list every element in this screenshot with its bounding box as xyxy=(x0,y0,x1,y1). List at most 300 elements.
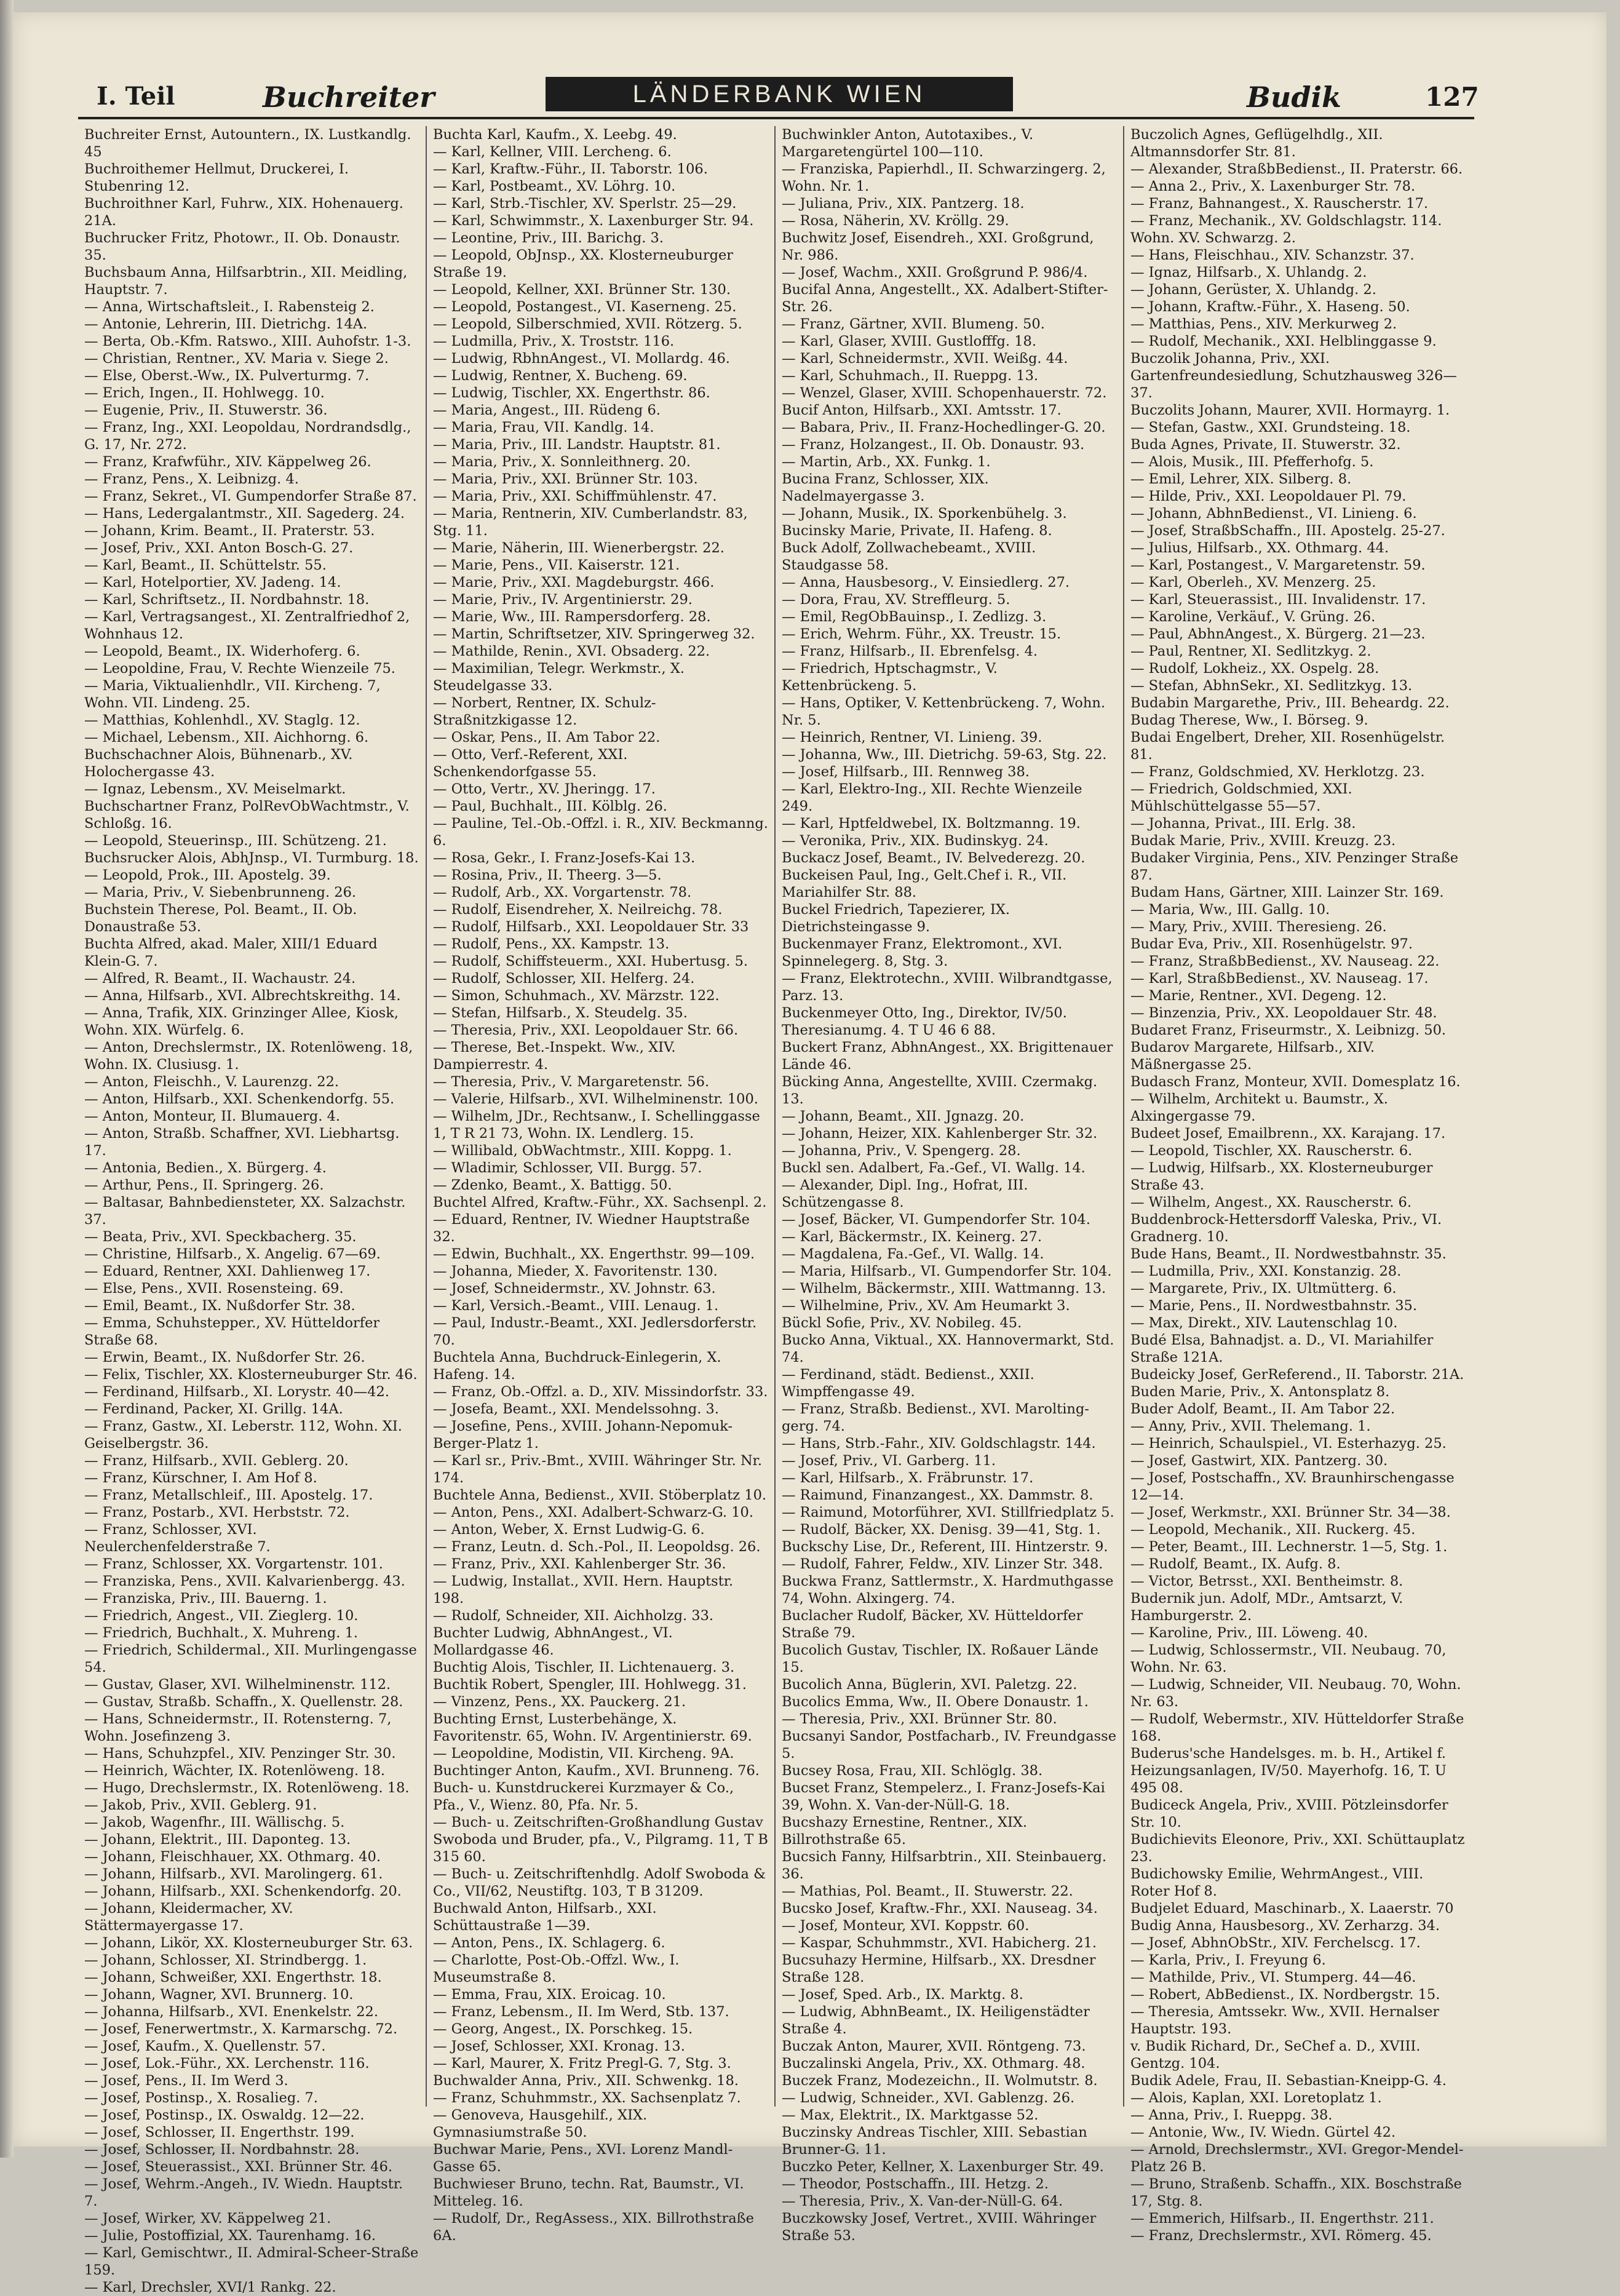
directory-entry: Budarov Margarete, Hilfsarb., XIV. Mäßnergasse 25. xyxy=(1130,1039,1375,1073)
directory-entry: — Franz, Pens., X. Leibnizg. 4. xyxy=(84,471,299,487)
directory-entry: — Antonie, Lehrerin, III. Dietrichg. 14A. xyxy=(84,316,368,332)
directory-entry: — Rudolf, Fahrer, Feldw., XIV. Linzer Str. 348. xyxy=(782,1556,1103,1572)
directory-entry: — Marie, Priv., IV. Argentinierstr. 29. xyxy=(433,592,693,608)
directory-entry: — Rudolf, Hilfsarb., XXI. Leopoldauer Str. 33 xyxy=(433,919,749,935)
directory-entry: — Rudolf, Pens., XX. Kampstr. 13. xyxy=(433,936,670,952)
directory-entry: — Anna, Wirtschaftsleit., I. Rabensteig 2. xyxy=(84,299,375,315)
directory-entry: — Rudolf, Lokheiz., XX. Ospelg. 28. xyxy=(1130,661,1380,677)
directory-entry: — Gustav, Straßb. Schaffn., X. Quellenstr. 28. xyxy=(84,1694,403,1710)
directory-entry: — Jakob, Wagenfhr., III. Wällischg. 5. xyxy=(84,1814,345,1830)
directory-entry: — Berta, Ob.-Kfm. Ratswo., XIII. Auhofstr. 1-3. xyxy=(84,333,411,349)
directory-entry: Buckwa Franz, Sattlermstr., X. Hardmuthgasse 74, Wohn. Alxingerg. 74. xyxy=(782,1573,1114,1607)
directory-entry: — Franz, Priv., XXI. Kahlenberger Str. 36. xyxy=(433,1556,726,1572)
directory-entry: — Ignaz, Lebensm., XV. Meiselmarkt. xyxy=(84,781,346,797)
directory-entry: — Ludwig, Rentner, X. Bucheng. 69. xyxy=(433,368,688,384)
directory-entry: — Franz, Schlosser, XVI. Neulerchenfelderstraße 7. xyxy=(84,1522,271,1555)
directory-entry: — Alexander, Dipl. Ing., Hofrat, III. Schützengasse 8. xyxy=(782,1177,1028,1210)
directory-entry: — Buch- u. Zeitschriftenhdlg. Adolf Swoboda & Co., VII/62, Neustiftg. 103, T B 31209. xyxy=(433,1866,766,1899)
directory-entry: — Maria, Priv., V. Siebenbrunneng. 26. xyxy=(84,884,357,900)
directory-entry: — Johann, Hilfsarb., XVI. Marolingerg. 61. xyxy=(84,1866,383,1882)
directory-entry: Buchtig Alois, Tischler, II. Lichtenauerg. 3. xyxy=(433,1659,735,1675)
directory-entry: — Matthias, Pens., XIV. Merkurweg 2. xyxy=(1130,316,1397,332)
directory-entry: — Vinzenz, Pens., XX. Pauckerg. 21. xyxy=(433,1694,686,1710)
directory-entry: — Ludwig, Schneider., XVI. Gablenzg. 26. xyxy=(782,2090,1075,2106)
directory-entry: — Franz, Holzangest., II. Ob. Donaustr. 93. xyxy=(782,437,1085,453)
directory-entry: Bucsko Josef, Kraftw.-Fhr., XXI. Nauseag. 34. xyxy=(782,1901,1098,1917)
directory-entry: — Karl, Hptfeldwebel, IX. Boltzmanng. 19. xyxy=(782,816,1081,832)
directory-entry: Buchwar Marie, Pens., XVI. Lorenz Mandl-Gasse 65. xyxy=(433,2142,733,2175)
directory-entry: Buchwieser Bruno, techn. Rat, Baumstr., VI. Mitteleg. 16. xyxy=(433,2176,744,2209)
directory-entry: — Maria, Priv., III. Landstr. Hauptstr. 81. xyxy=(433,437,721,453)
directory-entry: — Matthias, Kohlenhdl., XV. Staglg. 12. xyxy=(84,712,360,728)
directory-entry: — Ferdinand, Hilfsarb., XI. Lorystr. 40—42. xyxy=(84,1384,389,1400)
directory-entry: — Josef, Schlosser, XXI. Kronag. 13. xyxy=(433,2038,685,2054)
directory-entry: — Maria, Priv., X. Sonnleithnerg. 20. xyxy=(433,454,691,470)
column-1 xyxy=(78,126,427,2295)
directory-entry: — Karoline, Verkäuf., V. Grüng. 26. xyxy=(1130,609,1376,625)
directory-entry: Buczolik Johanna, Priv., XXI. Gartenfreundesiedlung, Schutzhausweg 326—37. xyxy=(1130,351,1457,401)
directory-entry: — Johanna, Privat., III. Erlg. 38. xyxy=(1130,816,1356,832)
directory-entry: — Emil, Lehrer, XIX. Silberg. 8. xyxy=(1130,471,1352,487)
directory-entry: — Anny, Priv., XVII. Thelemang. 1. xyxy=(1130,1418,1371,1434)
directory-entry: — Margarete, Priv., IX. Ultmütterg. 6. xyxy=(1130,1281,1397,1297)
directory-entry: — Dora, Frau, XV. Streffleurg. 5. xyxy=(782,592,1011,608)
directory-entry: Budak Marie, Priv., XVIII. Kreuzg. 23. xyxy=(1130,833,1396,849)
directory-entry: — Johann, Musik., IX. Sporkenbühelg. 3. xyxy=(782,506,1067,522)
directory-entry: Buckl sen. Adalbert, Fa.-Gef., VI. Wallg. 14. xyxy=(782,1160,1086,1176)
directory-entry: Buchtel Alfred, Kraftw.-Führ., XX. Sachsenpl. 2. xyxy=(433,1194,767,1210)
directory-entry: — Juliana, Priv., XIX. Pantzerg. 18. xyxy=(782,196,1025,212)
directory-entry: — Anton, Monteur, II. Blumauerg. 4. xyxy=(84,1108,341,1124)
directory-entry: Buclacher Rudolf, Bäcker, XV. Hütteldorfer Straße 79. xyxy=(782,1608,1083,1641)
directory-entry: — Franz, Elektrotechn., XVIII. Wilbrandtgasse, Parz. 13. xyxy=(782,971,1113,1004)
directory-entry: — Maria, Frau, VII. Kandlg. 14. xyxy=(433,419,654,435)
directory-entry: Buchta Alfred, akad. Maler, XIII/1 Eduard Klein-G. 7. xyxy=(84,936,378,969)
directory-entry: — Leopold, Beamt., IX. Widerhoferg. 6. xyxy=(84,643,360,659)
directory-entry: Buckschy Lise, Dr., Referent, III. Hintzerstr. 9. xyxy=(782,1539,1108,1555)
directory-entry: — Hans, Optiker, V. Kettenbrückeng. 7, Wohn. Nr. 5. xyxy=(782,695,1105,728)
first-entry-keyword: Buchreiter xyxy=(263,81,435,114)
directory-entry: — Rudolf, Dr., RegAssess., XIX. Billrothstraße 6A. xyxy=(433,2211,754,2244)
directory-entry: Buchting Ernst, Lusterbehänge, X. Favoritenstr. 65, Wohn. IV. Argentinierstr. 69. xyxy=(433,1711,752,1744)
directory-entry: Bucsanyi Sandor, Postfacharb., IV. Freundgasse 5. xyxy=(782,1728,1117,1762)
directory-entry: — Mathias, Pol. Beamt., II. Stuwerstr. 22. xyxy=(782,1883,1073,1899)
directory-entry: Buden Marie, Priv., X. Antonsplatz 8. xyxy=(1130,1384,1390,1400)
directory-entry: Budam Hans, Gärtner, XIII. Lainzer Str. 169. xyxy=(1130,884,1444,900)
directory-entry: — Otto, Verf.-Referent, XXI. Schenkendorfgasse 55. xyxy=(433,747,628,780)
directory-entry: — Buch- u. Zeitschriften-Großhandlung Gustav Swoboda und Bruder, pfa., V., Pilgramg. 11, T B 315 60. xyxy=(433,1814,768,1865)
directory-entry: — Theresia, Priv., X. Van-der-Nüll-G. 64. xyxy=(782,2193,1063,2209)
directory-entry: — Erich, Ingen., II. Hohlwegg. 10. xyxy=(84,385,325,401)
directory-entry: — Franz, Schuhmmstr., XX. Sachsenplatz 7. xyxy=(433,2090,741,2106)
directory-entry: — Oskar, Pens., II. Am Tabor 22. xyxy=(433,729,661,745)
directory-entry: — Max, Elektrit., IX. Marktgasse 52. xyxy=(782,2107,1039,2123)
directory-entry: — Friedrich, Hptschagmstr., V. Kettenbrückeng. 5. xyxy=(782,661,998,694)
directory-entry: — Baltasar, Bahnbediensteter, XX. Salzachstr. 37. xyxy=(84,1194,406,1228)
directory-entry: — Wilhelm, Architekt u. Baumstr., X. Alxingergasse 79. xyxy=(1130,1091,1388,1124)
last-entry-keyword: Budik xyxy=(1247,81,1341,114)
directory-entry: Buczalinski Angela, Priv., XX. Othmarg. 48. xyxy=(782,2056,1086,2072)
directory-entry: — Eduard, Rentner, IV. Wiedner Hauptstraße 32. xyxy=(433,1212,750,1245)
directory-entry: — Friedrich, Goldschmied, XXI. Mühlschüttelgasse 55—57. xyxy=(1130,781,1352,814)
directory-entry: — Maria, Viktualienhdlr., VII. Kircheng. 7, Wohn. VII. Lindeng. 25. xyxy=(84,678,381,711)
directory-entry: — Hans, Schuhzpfel., XIV. Penzinger Str. 30. xyxy=(84,1746,396,1762)
directory-entry: — Paul, Buchhalt., III. Kölblg. 26. xyxy=(433,798,667,814)
directory-entry: — Theresia, Priv., V. Margaretenstr. 56. xyxy=(433,1074,710,1090)
directory-entry: — Erich, Wehrm. Führ., XX. Treustr. 15. xyxy=(782,626,1062,642)
directory-entry: — Else, Oberst.-Ww., IX. Pulverturmg. 7. xyxy=(84,368,370,384)
directory-entry: — Erwin, Beamt., IX. Nußdorfer Str. 26. xyxy=(84,1349,365,1365)
directory-entry: — Heinrich, Rentner, VI. Linieng. 39. xyxy=(782,729,1042,745)
directory-entry: — Johann, Hilfsarb., XXI. Schenkendorfg. 20. xyxy=(84,1883,402,1899)
directory-entry: — Leopold, Postangest., VI. Kaserneng. 25. xyxy=(433,299,737,315)
directory-entry: Budig Anna, Hausbesorg., XV. Zerharzg. 34. xyxy=(1130,1918,1440,1934)
directory-entry: — Karl, Schuhmach., II. Rueppg. 13. xyxy=(782,368,1039,384)
directory-entry: — Julius, Hilfsarb., XX. Othmarg. 44. xyxy=(1130,540,1389,556)
directory-entry: — Karl, Glaser, XVIII. Gustlofffg. 18. xyxy=(782,333,1036,349)
directory-entry: — Arthur, Pens., II. Springerg. 26. xyxy=(84,1177,324,1193)
directory-entry: — Karl, Postangest., V. Margaretenstr. 59. xyxy=(1130,557,1426,573)
directory-entry: — Karl, StraßbBedienst., XV. Nauseag. 17. xyxy=(1130,971,1429,987)
directory-entry: — Emil, Beamt., IX. Nußdorfer Str. 38. xyxy=(84,1298,355,1314)
directory-entry: — Anton, Pens., IX. Schlagerg. 6. xyxy=(433,1935,665,1951)
directory-entry: — Peter, Beamt., III. Lechnerstr. 1—5, Stg. 1. xyxy=(1130,1539,1448,1555)
directory-entry: — Heinrich, Wächter, IX. Rotenlöweng. 18. xyxy=(84,1763,386,1779)
directory-entry: — Karla, Priv., I. Freyung 6. xyxy=(1130,1952,1326,1968)
directory-entry: — Magdalena, Fa.-Gef., VI. Wallg. 14. xyxy=(782,1246,1044,1262)
directory-entry: — Emil, RegObBauinsp., I. Zedlizg. 3. xyxy=(782,609,1047,625)
directory-entry: — Franziska, Pens., XVII. Kalvarienbergg. 43. xyxy=(84,1573,405,1589)
directory-entry: — Theodor, Postschaffn., III. Hetzg. 2. xyxy=(782,2176,1049,2192)
directory-entry: Budernik jun. Adolf, MDr., Amtsarzt, V. Hamburgerstr. 2. xyxy=(1130,1591,1404,1624)
directory-entry: — Josef, StraßbSchaffn., III. Apostelg. 25-27. xyxy=(1130,523,1445,539)
directory-entry: — Babara, Priv., II. Franz-Hochedlinger-G. 20. xyxy=(782,419,1106,435)
directory-entry: — Alois, Kaplan, XXI. Loretoplatz 1. xyxy=(1130,2090,1382,2106)
directory-entry: — Arnold, Drechslermstr., XVI. Gregor-Mendel-Platz 26 B. xyxy=(1130,2142,1464,2175)
directory-entry: — Franz, Leutn. d. Sch.-Pol., II. Leopoldsg. 26. xyxy=(433,1539,761,1555)
directory-entry: Bucolics Emma, Ww., II. Obere Donaustr. 1. xyxy=(782,1694,1089,1710)
directory-entry: — Marie, Pens., VII. Kaiserstr. 121. xyxy=(433,557,680,573)
directory-entry: — Franz, Ing., XXI. Leopoldau, Nordrandsdlg., G. 17, Nr. 272. xyxy=(84,419,411,453)
directory-entry: — Johann, Fleischhauer, XX. Othmarg. 40. xyxy=(84,1849,381,1865)
directory-entry: Bude Hans, Beamt., II. Nordwestbahnstr. 35. xyxy=(1130,1246,1447,1262)
directory-entry: — Paul, Industr.-Beamt., XXI. Jedlersdorferstr. 70. xyxy=(433,1315,757,1348)
directory-entry: — Ferdinand, Packer, XI. Grillg. 14A. xyxy=(84,1401,343,1417)
directory-entry: — Karl, Steuerassist., III. Invalidenstr. 17. xyxy=(1130,592,1426,608)
directory-entry: — Karl, Bäckermstr., IX. Keinerg. 27. xyxy=(782,1229,1042,1245)
directory-entry: Bucolich Anna, Büglerin, XVI. Paletzg. 22. xyxy=(782,1677,1078,1693)
directory-entry: — Hans, Strb.-Fahr., XIV. Goldschlagstr. 144. xyxy=(782,1436,1096,1452)
directory-entry: — Victor, Betrsst., XXI. Bentheimstr. 8. xyxy=(1130,1573,1404,1589)
directory-entry: — Rudolf, Beamt., IX. Aufg. 8. xyxy=(1130,1556,1341,1572)
directory-entry: — Jakob, Priv., XVII. Geblerg. 91. xyxy=(84,1797,317,1813)
directory-entry: — Franz, Gärtner, XVII. Blumeng. 50. xyxy=(782,316,1045,332)
directory-entry: — Johann, Schweißer, XXI. Engerthstr. 18. xyxy=(84,1969,382,1985)
directory-entry: — Johann, Gerüster, X. Uhlandg. 2. xyxy=(1130,282,1376,298)
directory-entry: — Karoline, Priv., III. Löweng. 40. xyxy=(1130,1625,1368,1641)
directory-entry: — Franz, Kürschner, I. Am Hof 8. xyxy=(84,1470,317,1486)
directory-entry: Buchroithner Karl, Fuhrw., XIX. Hohenauerg. 21A. xyxy=(84,196,403,229)
directory-entry: — Karl, Kellner, VIII. Lercheng. 6. xyxy=(433,144,672,160)
directory-entry: — Josef, Kaufm., X. Quellenstr. 57. xyxy=(84,2038,326,2054)
directory-entry: — Franz, Bahnangest., X. Rauscherstr. 17. xyxy=(1130,196,1429,212)
directory-entry: v. Budik Richard, Dr., SeChef a. D., XVIII. Gentzg. 104. xyxy=(1130,2038,1421,2072)
directory-entry: — Ludwig, Schlossermstr., VII. Neubaug. 70, Wohn. Nr. 63. xyxy=(1130,1642,1447,1675)
directory-entry: — Franz, StraßbBedienst., XV. Nauseag. 22. xyxy=(1130,953,1440,969)
directory-entry: — Josef, Wachm., XXII. Großgrund P. 986/4. xyxy=(782,264,1088,280)
directory-entry: Budiceck Angela, Priv., XVIII. Pötzleinsdorfer Str. 10. xyxy=(1130,1797,1448,1830)
directory-entry: Budichowsky Emilie, WehrmAngest., VIII. Roter Hof 8. xyxy=(1130,1866,1424,1899)
directory-entry: — Eduard, Rentner, XXI. Dahlienweg 17. xyxy=(84,1263,371,1279)
directory-entry: — Karl, Beamt., II. Schüttelstr. 55. xyxy=(84,557,327,573)
directory-entry: — Rosina, Priv., II. Theerg. 3—5. xyxy=(433,867,662,883)
directory-entry: — Rudolf, Mechanik., XXI. Helblinggasse 9. xyxy=(1130,333,1437,349)
directory-entry: — Johann, Likör, XX. Klosterneuburger Str. 63. xyxy=(84,1935,413,1951)
directory-entry: — Ignaz, Hilfsarb., X. Uhlandg. 2. xyxy=(1130,264,1367,280)
directory-entry: Buchwalder Anna, Priv., XII. Schwenkg. 18. xyxy=(433,2073,739,2089)
directory-entry: Buchtela Anna, Buchdruck-Einlegerin, X. Hafeng. 14. xyxy=(433,1349,721,1383)
directory-entry: Bucsich Fanny, Hilfsarbtrin., XII. Steinbauerg. 36. xyxy=(782,1849,1107,1882)
directory-entry: — Leopold, Steuerinsp., III. Schützeng. 21. xyxy=(84,833,387,849)
directory-entry: — Karl, Schneidermstr., XVII. Weißg. 44. xyxy=(782,351,1068,367)
directory-entry: Buczolits Johann, Maurer, XVII. Hormayrg. 1. xyxy=(1130,402,1450,418)
directory-entry: — Julie, Postoffizial, XX. Taurenhamg. 16. xyxy=(84,2228,376,2244)
directory-entry: Buckacz Josef, Beamt., IV. Belvederezg. 20. xyxy=(782,850,1086,866)
directory-entry: — Franz, Goldschmied, XV. Herklotzg. 23. xyxy=(1130,764,1425,780)
directory-entry: — Alfred, R. Beamt., II. Wachaustr. 24. xyxy=(84,971,356,987)
directory-entry: — Maria, Hilfsarb., VI. Gumpendorfer Str. 104. xyxy=(782,1263,1112,1279)
directory-entry: — Maria, Rentnerin, XIV. Cumberlandstr. 83, Stg. 11. xyxy=(433,506,748,539)
directory-entry: — Johann, Heizer, XIX. Kahlenberger Str. 32. xyxy=(782,1126,1098,1142)
directory-entry: — Raimund, Finanzangest., XX. Dammstr. 8. xyxy=(782,1487,1094,1503)
directory-entry: Budai Engelbert, Dreher, XII. Rosenhügelstr. 81. xyxy=(1130,729,1445,763)
directory-entry: — Wenzel, Glaser, XVIII. Schopenhauerstr. 72. xyxy=(782,385,1107,401)
directory-entry: — Rosa, Gekr., I. Franz-Josefs-Kai 13. xyxy=(433,850,696,866)
directory-entry: — Hans, Schneidermstr., II. Rotensterng. 7, Wohn. Josefinzeng 3. xyxy=(84,1711,392,1744)
directory-entry: Buckert Franz, AbhnAngest., XX. Brigittenauer Lände 46. xyxy=(782,1039,1113,1073)
directory-entry: — Hugo, Drechslermstr., IX. Rotenlöweng. 18. xyxy=(84,1780,410,1796)
directory-entry: — Bruno, Straßenb. Schaffn., XIX. Boschstraße 17, Stg. 8. xyxy=(1130,2176,1462,2209)
directory-entry: — Johanna, Priv., V. Spengerg. 28. xyxy=(782,1143,1021,1159)
directory-entry: — Karl, Elektro-Ing., XII. Rechte Wienzeile 249. xyxy=(782,781,1082,814)
directory-entry: — Emma, Schuhstepper., XV. Hütteldorfer Straße 68. xyxy=(84,1315,380,1348)
directory-entry: Bucina Franz, Schlosser, XIX. Nadelmayergasse 3. xyxy=(782,471,989,504)
directory-entry: Buczko Peter, Kellner, X. Laxenburger Str. 49. xyxy=(782,2159,1104,2175)
directory-entry: — Karl, Strb.-Tischler, XV. Sperlstr. 25—29. xyxy=(433,196,737,212)
directory-entry: — Josef, Postinsp., IX. Oswaldg. 12—22. xyxy=(84,2107,365,2123)
directory-entry: — Rudolf, Schneider, XII. Aichholzg. 33. xyxy=(433,1608,714,1624)
directory-entry: — Franz, Straßb. Bedienst., XVI. Marolting-gerg. 74. xyxy=(782,1401,1089,1434)
directory-entry: — Paul, Rentner, XI. Sedlitzkyg. 2. xyxy=(1130,643,1372,659)
directory-entry: — Josef, Priv., VI. Garberg. 11. xyxy=(782,1453,996,1469)
directory-entry: — Alois, Musik., III. Pfefferhofg. 5. xyxy=(1130,454,1374,470)
directory-entry: — Josef, AbhnObStr., XIV. Ferchelscg. 17. xyxy=(1130,1935,1421,1951)
directory-entry: Buczinsky Andreas Tischler, XIII. Sebastian Brunner-G. 11. xyxy=(782,2124,1087,2158)
directory-entry: Bücking Anna, Angestellte, XVIII. Czermakg. 13. xyxy=(782,1074,1098,1107)
directory-entry: Buchwitz Josef, Eisendreh., XXI. Großgrund, Nr. 986. xyxy=(782,230,1094,263)
directory-entry: — Josef, Lok.-Führ., XX. Lerchenstr. 116. xyxy=(84,2056,370,2072)
directory-entry: — Leopold, ObJnsp., XX. Klosterneuburger Straße 19. xyxy=(433,247,734,280)
directory-entry: Bucsuhazy Hermine, Hilfsarb., XX. Dresdner Straße 128. xyxy=(782,1952,1096,1985)
directory-entry: — Hans, Fleischhau., XIV. Schanzstr. 37. xyxy=(1130,247,1415,263)
directory-entry: — Ludwig, Hilfsarb., XX. Klosterneuburger Straße 43. xyxy=(1130,1160,1433,1193)
directory-entry: — Maria, Angest., III. Rüdeng 6. xyxy=(433,402,661,418)
directory-entry: — Franz, Postarb., XVI. Herbststr. 72. xyxy=(84,1504,350,1520)
directory-entry: — Karl, Schwimmstr., X. Laxenburger Str. 94. xyxy=(433,213,754,229)
directory-entry: Buder Adolf, Beamt., II. Am Tabor 22. xyxy=(1130,1401,1396,1417)
directory-entry: — Maria, Priv., XXI. Brünner Str. 103. xyxy=(433,471,698,487)
directory-entry: — Beata, Priv., XVI. Speckbacherg. 35. xyxy=(84,1229,357,1245)
directory-entry: — Johanna, Mieder, X. Favoritenstr. 130. xyxy=(433,1263,718,1279)
directory-entry: — Heinrich, Schaulspiel., VI. Esterhazyg. 25. xyxy=(1130,1436,1447,1452)
directory-entry: — Franz, Lebensm., II. Im Werd, Stb. 137. xyxy=(433,2004,729,2020)
directory-entry: Bucinsky Marie, Private, II. Hafeng. 8. xyxy=(782,523,1052,539)
directory-entry: — Leopold, Mechanik., XII. Ruckerg. 45. xyxy=(1130,1522,1416,1538)
directory-entry: — Johann, Elektrit., III. Daponteg. 13. xyxy=(84,1832,351,1848)
directory-entry: Budichievits Eleonore, Priv., XXI. Schüttauplatz 23. xyxy=(1130,1832,1465,1865)
directory-entry: — Binzenzia, Priv., XX. Leopoldauer Str. 48. xyxy=(1130,1005,1437,1021)
directory-entry: — Leopold, Tischler, XX. Rauscherstr. 6. xyxy=(1130,1143,1413,1159)
directory-entry: — Anton, Pens., XXI. Adalbert-Schwarz-G. 10. xyxy=(433,1504,753,1520)
directory-entry: Buchsrucker Alois, AbhJnsp., VI. Turmburg. 18. xyxy=(84,850,419,866)
directory-entry: — Wilhelm, Angest., XX. Rauscherstr. 6. xyxy=(1130,1194,1412,1210)
directory-entry: — Franz, Mechanik., XV. Goldschlagstr. 114. Wohn. XV. Schwarzg. 2. xyxy=(1130,213,1442,246)
directory-entry: — Franziska, Papierhdl., II. Schwarzingerg. 2, Wohn. Nr. 1. xyxy=(782,161,1106,194)
directory-entry: Budaret Franz, Friseurmstr., X. Leibnizg. 50. xyxy=(1130,1022,1447,1038)
directory-entry: Budeet Josef, Emailbrenn., XX. Karajang. 17. xyxy=(1130,1126,1446,1142)
directory-entry: — Josef, Fenerwertmstr., X. Karmarschg. 72. xyxy=(84,2021,398,2037)
directory-entry: — Eugenie, Priv., II. Stuwerstr. 36. xyxy=(84,402,328,418)
directory-entry: — Josef, Hilfsarb., III. Rennweg 38. xyxy=(782,764,1030,780)
directory-entry: — Anna, Hilfsarb., XVI. Albrechtskreithg. 14. xyxy=(84,988,401,1004)
directory-entry: — Raimund, Motorführer, XVI. Stillfriedplatz 5. xyxy=(782,1504,1114,1520)
directory-entry: Buchrucker Fritz, Photowr., II. Ob. Donaustr. 35. xyxy=(84,230,400,263)
directory-entry: — Josef, Pens., II. Im Werd 3. xyxy=(84,2073,288,2089)
banner-advertisement: LÄNDERBANK WIEN xyxy=(546,77,1013,111)
directory-entry: — Veronika, Priv., XIX. Budinskyg. 24. xyxy=(782,833,1049,849)
directory-entry: Buck Adolf, Zollwachebeamt., XVIII. Staudgasse 58. xyxy=(782,540,1036,573)
directory-entry: — Ludwig, RbhnAngest., VI. Mollardg. 46. xyxy=(433,351,730,367)
directory-entry: — Marie, Rentner., XVI. Degeng. 12. xyxy=(1130,988,1387,1004)
directory-entry: — Josef, Schlosser, II. Nordbahnstr. 28. xyxy=(84,2142,360,2158)
directory-entry: Buda Agnes, Private, II. Stuwerstr. 32. xyxy=(1130,437,1401,453)
directory-entry: — Josef, Monteur, XVI. Koppstr. 60. xyxy=(782,1918,1030,1934)
directory-entry: Buddenbrock-Hettersdorff Valeska, Priv., VI. Gradnerg. 10. xyxy=(1130,1212,1442,1245)
directory-entry: — Anton, Drechslermstr., IX. Rotenlöweng. 18, Wohn. IX. Clusiusg. 1. xyxy=(84,1039,413,1073)
directory-entry: — Josef, Wehrm.-Angeh., IV. Wiedn. Hauptstr. 7. xyxy=(84,2176,403,2209)
directory-entry: — Rudolf, Arb., XX. Vorgartenstr. 78. xyxy=(433,884,692,900)
directory-entry: — Franz, Ob.-Offzl. a. D., XIV. Missindorfstr. 33. xyxy=(433,1384,768,1400)
directory-entry: — Karl, Kraftw.-Führ., II. Taborstr. 106. xyxy=(433,161,708,177)
directory-entry: Buchtele Anna, Bedienst., XVII. Stöberplatz 10. xyxy=(433,1487,767,1503)
directory-entry: — Theresia, Priv., XXI. Leopoldauer Str. 66. xyxy=(433,1022,739,1038)
directory-entry: — Rudolf, Schlosser, XII. Helferg. 24. xyxy=(433,971,695,987)
directory-entry: Budik Adele, Frau, II. Sebastian-Kneipp-G. 4. xyxy=(1130,2073,1447,2089)
page-number: 127 xyxy=(1425,82,1479,112)
directory-entry: — Ludwig, Installat., XVII. Hern. Hauptstr. 198. xyxy=(433,1573,734,1607)
directory-entry: — Karl, Postbeamt., XV. Löhrg. 10. xyxy=(433,178,676,194)
directory-entry: — Franz, Metallschleif., III. Apostelg. 17. xyxy=(84,1487,373,1503)
directory-entry: Buczkowsky Josef, Vertret., XVIII. Währinger Straße 53. xyxy=(782,2211,1097,2244)
directory-entry: — Charlotte, Post-Ob.-Offzl. Ww., I. Museumstraße 8. xyxy=(433,1952,680,1985)
directory-entry: — Maria, Ww., III. Gallg. 10. xyxy=(1130,902,1330,918)
directory-entry: — Martin, Arb., XX. Funkg. 1. xyxy=(782,454,991,470)
directory-entry: Budeicky Josef, GerReferend., II. Taborstr. 21A. xyxy=(1130,1367,1464,1383)
directory-entry: — Otto, Vertr., XV. Jheringg. 17. xyxy=(433,781,656,797)
directory-entry: Buczek Franz, Modezeichn., II. Wolmutstr. 8. xyxy=(782,2073,1098,2089)
directory-entry: Buchschartner Franz, PolRevObWachtmstr., V. Schloßg. 16. xyxy=(84,798,410,832)
directory-entry: Buczak Anton, Maurer, XVII. Röntgeng. 73. xyxy=(782,2038,1086,2054)
directory-entry: — Rudolf, Webermstr., XIV. Hütteldorfer Straße 168. xyxy=(1130,1711,1464,1744)
directory-entry: Bucifal Anna, Angestellt., XX. Adalbert-Stifter-Str. 26. xyxy=(782,282,1108,315)
directory-columns xyxy=(78,126,1474,2295)
directory-entry: — Emmerich, Hilfsarb., II. Engerthstr. 211. xyxy=(1130,2211,1434,2226)
directory-entry: — Ferdinand, städt. Bedienst., XXII. Wimpffengasse 49. xyxy=(782,1367,1034,1400)
directory-entry: — Theresia, Amtssekr. Ww., XVII. Hernalser Hauptstr. 193. xyxy=(1130,2004,1440,2037)
directory-entry: Budag Therese, Ww., I. Börseg. 9. xyxy=(1130,712,1368,728)
directory-entry: — Leopold, Prok., III. Apostelg. 39. xyxy=(84,867,331,883)
directory-entry: — Hans, Ledergalantmstr., XII. Sagederg. 24. xyxy=(84,506,405,522)
directory-entry: Budjelet Eduard, Maschinarb., X. Laaerstr. 70 xyxy=(1130,1901,1454,1917)
directory-entry: — Stefan, Hilfsarb., X. Steudelg. 35. xyxy=(433,1005,688,1021)
directory-entry: — Ludmilla, Priv., XXI. Konstanzig. 28. xyxy=(1130,1263,1402,1279)
book-spine-edge xyxy=(0,0,14,2158)
directory-entry: — Rudolf, Bäcker, XX. Denisg. 39—41, Stg. 1. xyxy=(782,1522,1101,1538)
directory-entry: — Anton, Fleischh., V. Laurenzg. 22. xyxy=(84,1074,339,1090)
directory-entry: — Martin, Schriftsetzer, XIV. Springerweg 32. xyxy=(433,626,755,642)
directory-entry: Buchsbaum Anna, Hilfsarbtrin., XII. Meidling, Hauptstr. 7. xyxy=(84,264,408,298)
directory-entry: Buczolich Agnes, Geflügelhdlg., XII. Altmannsdorfer Str. 81. xyxy=(1130,127,1383,160)
directory-entry: — Kaspar, Schuhmmstr., XVI. Habicherg. 21. xyxy=(782,1935,1097,1951)
directory-entry: — Ludwig, Tischler, XX. Engerthstr. 86. xyxy=(433,385,710,401)
directory-entry: — Maximilian, Telegr. Werkmstr., X. Steudelgasse 33. xyxy=(433,661,685,694)
directory-entry: — Karl, Hotelportier, XV. Jadeng. 14. xyxy=(84,574,341,590)
directory-entry: — Karl, Schriftsetz., II. Nordbahnstr. 18. xyxy=(84,592,370,608)
directory-entry: — Maria, Priv., XXI. Schiffmühlenstr. 47. xyxy=(433,488,717,504)
directory-entry: — Simon, Schuhmach., XV. Märzstr. 122. xyxy=(433,988,720,1004)
directory-entry: Bückl Sofie, Priv., XV. Nobileg. 45. xyxy=(782,1315,1022,1331)
directory-entry: Buchtinger Anton, Kaufm., XVI. Brunneng. 76. xyxy=(433,1763,760,1779)
directory-entry: — Mary, Priv., XVIII. Theresieng. 26. xyxy=(1130,919,1387,935)
directory-entry: Buckenmayer Franz, Elektromont., XVI. Spinnelegerg. 8, Stg. 3. xyxy=(782,936,1063,969)
directory-entry: — Marie, Näherin, III. Wienerbergstr. 22. xyxy=(433,540,725,556)
directory-entry: — Franziska, Priv., III. Bauerng. 1. xyxy=(84,1591,327,1607)
directory-entry: — Christian, Rentner., XV. Maria v. Siege 2. xyxy=(84,351,389,367)
directory-entry: — Josef, Schneidermstr., XV. Johnstr. 63. xyxy=(433,1281,716,1297)
directory-entry: — Josef, Priv., XXI. Anton Bosch-G. 27. xyxy=(84,540,354,556)
directory-entry: — Michael, Lebensm., XII. Aichhorng. 6. xyxy=(84,729,369,745)
directory-entry: — Robert, AbBedienst., IX. Nordbergstr. 15. xyxy=(1130,1987,1440,2003)
directory-entry: — Karl sr., Priv.-Bmt., XVIII. Währinger Str. Nr. 174. xyxy=(433,1453,763,1486)
directory-entry: — Valerie, Hilfsarb., XVI. Wilhelminenstr. 100. xyxy=(433,1091,758,1107)
directory-entry: — Josef, Schlosser, II. Engerthstr. 199. xyxy=(84,2124,355,2140)
directory-entry: — Ludwig, AbhnBeamt., IX. Heiligenstädter Straße 4. xyxy=(782,2004,1090,2037)
directory-entry: — Johann, Kraftw.-Führ., X. Haseng. 50. xyxy=(1130,299,1410,315)
directory-entry: — Rosa, Näherin, XV. Kröllg. 29. xyxy=(782,213,1009,229)
directory-entry: Bucolich Gustav, Tischler, IX. Roßauer Lände 15. xyxy=(782,1642,1098,1675)
directory-entry: — Marie, Priv., XXI. Magdeburgstr. 466. xyxy=(433,574,715,590)
directory-entry: Buchroithemer Hellmut, Druckerei, I. Stubenring 12. xyxy=(84,161,349,194)
directory-entry: Buchwinkler Anton, Autotaxibes., V. Margaretengürtel 100—110. xyxy=(782,127,1034,160)
directory-entry: — Franz, Hilfsarb., XVII. Geblerg. 20. xyxy=(84,1453,349,1469)
directory-entry: — Edwin, Buchhalt., XX. Engerthstr. 99—109. xyxy=(433,1246,755,1262)
directory-entry: — Leopold, Silberschmied, XVII. Rötzerg. 5. xyxy=(433,316,742,332)
directory-entry: — Karl, Gemischtwr., II. Admiral-Scheer-Straße 159. xyxy=(84,2245,419,2278)
directory-entry: Buderus'sche Handelsges. m. b. H., Artikel f. Heizungsanlagen, IV/50. Mayerhofg. 16, T. U 495 08. xyxy=(1130,1746,1447,1796)
directory-entry: — Georg, Angest., IX. Porschkeg. 15. xyxy=(433,2021,693,2037)
directory-entry: — Wladimir, Schlosser, VII. Burgg. 57. xyxy=(433,1160,702,1176)
directory-entry: Buchschachner Alois, Bühnenarb., XV. Holochergasse 43. xyxy=(84,747,353,780)
